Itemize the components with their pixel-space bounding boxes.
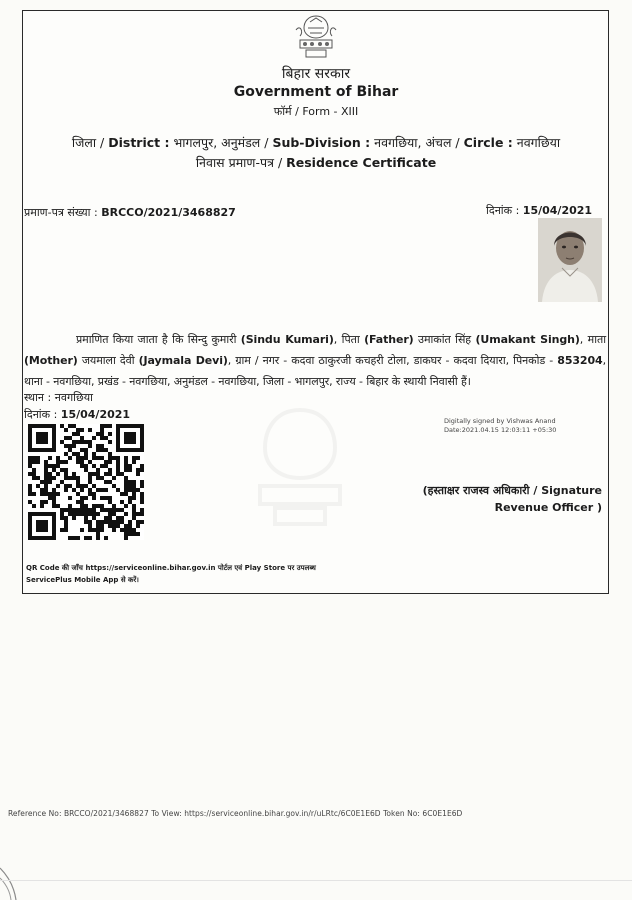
page-edge-rule bbox=[0, 880, 632, 881]
district-label: जिला / bbox=[71, 135, 109, 150]
qr-note-store: Play Store bbox=[244, 564, 286, 572]
mother-name-en: (Jaymala Devi) bbox=[138, 354, 228, 367]
circle-value: नवगछिया bbox=[512, 135, 561, 150]
pincode-value: 853204 bbox=[557, 354, 603, 367]
qr-note-app: ServicePlus Mobile App bbox=[26, 576, 119, 584]
qr-note-text: पोर्टल एवं bbox=[215, 564, 245, 572]
qr-note-url[interactable]: https://serviceonline.bihar.gov.in bbox=[85, 564, 216, 572]
form-number: फॉर्म / Form - XIII bbox=[273, 105, 359, 118]
body-segment: , ग्राम / नगर - कदवा ठाकुरजी कचहरी टोला, डाकघर - कदवा दियारा, पिनकोड - bbox=[227, 354, 558, 367]
qr-note-text: पर उपलब्ध bbox=[285, 564, 316, 572]
certificate-number-label: प्रमाण-पत्र संख्या : bbox=[24, 206, 102, 219]
state-name-english: Government of Bihar bbox=[233, 84, 399, 100]
signature-label: (हस्ताक्षर राजस्व अधिकारी / Signature Revenue Officer ) bbox=[422, 484, 602, 514]
issue-date-label: दिनांक : bbox=[486, 204, 523, 217]
certificate-title bbox=[0, 154, 632, 171]
place-line: स्थान : नवगछिया bbox=[24, 391, 93, 404]
digital-signature-date: Date:2021.04.15 12:03:11 +05:30 bbox=[444, 426, 557, 434]
qr-code-icon[interactable] bbox=[28, 424, 144, 540]
issue-date bbox=[486, 203, 592, 218]
applicant-photo bbox=[538, 218, 602, 302]
footer-date-value: 15/04/2021 bbox=[60, 408, 131, 421]
issue-date-value: 15/04/2021 bbox=[522, 204, 593, 217]
applicant-name-en: (Sindu Kumari) bbox=[240, 333, 334, 346]
footer-date bbox=[24, 407, 130, 422]
watermark-emblem bbox=[230, 400, 370, 530]
qr-note-text: QR Code की जाँच bbox=[26, 564, 86, 572]
mother-label: (Mother) bbox=[24, 354, 78, 367]
subdivision-label-en: Sub-Division : bbox=[272, 135, 371, 150]
father-label: (Father) bbox=[364, 333, 414, 346]
certificate-number-value: BRCCO/2021/3468827 bbox=[101, 206, 236, 219]
subdivision-value: नवगछिया, अंचल / bbox=[370, 135, 464, 150]
district-value: भागलपुर, अनुमंडल / bbox=[169, 135, 273, 150]
qr-note-text: से करें। bbox=[118, 576, 139, 584]
body-segment: उमाकांत सिंह bbox=[413, 333, 476, 346]
page-curl-mark bbox=[0, 858, 40, 900]
circle-label-en: Circle : bbox=[463, 135, 513, 150]
certificate-body bbox=[24, 329, 606, 392]
bihar-emblem-icon bbox=[290, 12, 342, 60]
father-name-en: (Umakant Singh) bbox=[475, 333, 580, 346]
body-segment: जयमाला देवी bbox=[77, 354, 139, 367]
body-segment: प्रमाणित किया जाता है कि सिन्दु कुमारी bbox=[76, 333, 241, 346]
state-name-hindi: बिहार सरकार bbox=[281, 66, 351, 82]
reference-line[interactable]: Reference No: BRCCO/2021/3468827 To View: https://serviceonline.bihar.gov.in/r/uLRtc/6C0E1E6D Token No: 6C0E1E6D bbox=[8, 809, 463, 818]
digital-signature bbox=[444, 417, 556, 435]
footer-date-label: दिनांक : bbox=[24, 408, 61, 421]
district-label-en: District : bbox=[108, 135, 170, 150]
qr-verification-note bbox=[26, 562, 346, 586]
certificate-title-hindi: निवास प्रमाण-पत्र / bbox=[195, 155, 287, 170]
location-line bbox=[0, 134, 632, 151]
certificate-title-english: Residence Certificate bbox=[286, 155, 437, 170]
digital-signature-signer: Digitally signed by Vishwas Anand bbox=[444, 417, 556, 425]
certificate-number bbox=[24, 205, 236, 220]
body-segment: , थाना - नवगछिया, प्रखंड - नवगछिया, अनुमंडल - नवगछिया, जिला - भागलपुर, राज्य - बिहार के स्थायी निवासी हैं। bbox=[24, 354, 606, 388]
body-segment: , माता bbox=[579, 333, 606, 346]
body-segment: , पिता bbox=[333, 333, 365, 346]
